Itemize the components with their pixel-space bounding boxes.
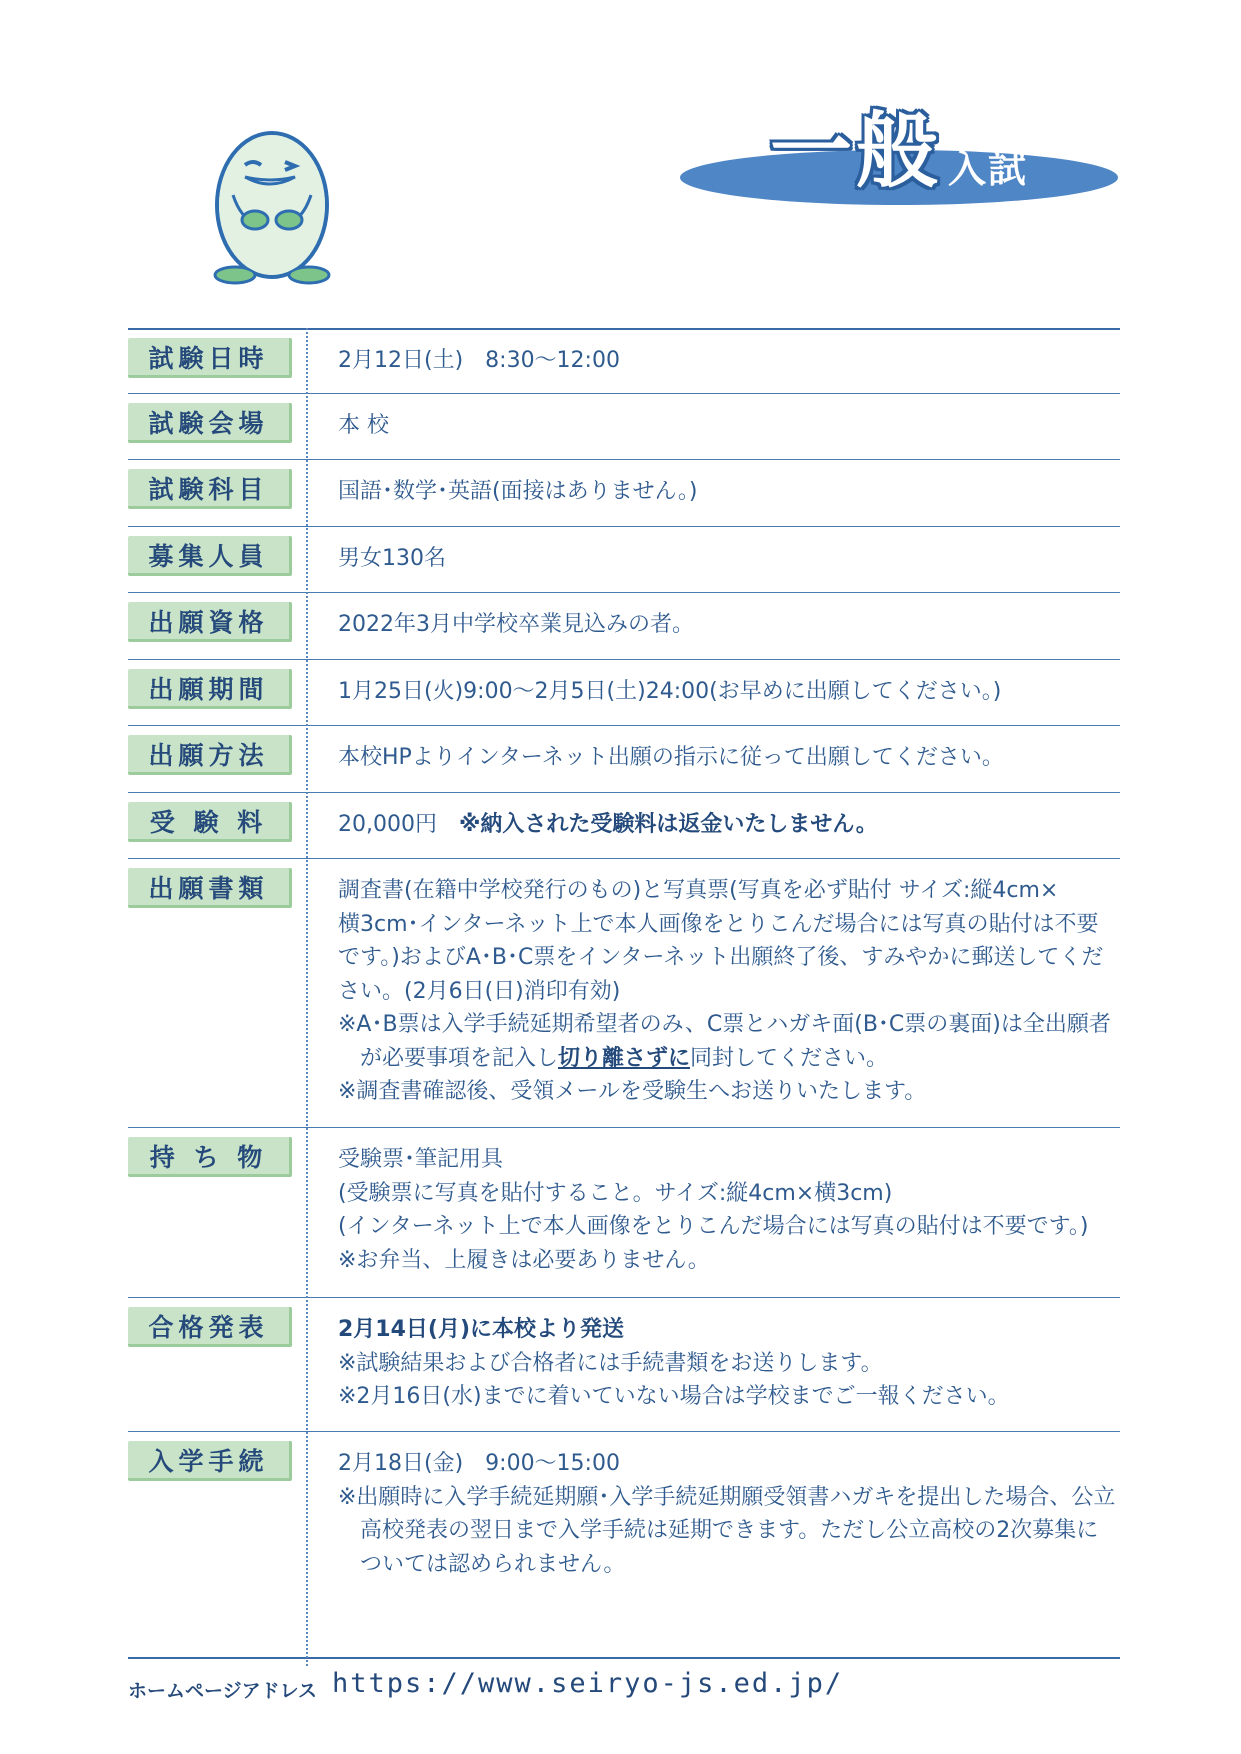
row-divider	[128, 858, 1120, 859]
table-bottom-rule	[128, 1657, 1120, 1659]
value-application-period: 1月25日(火)9:00〜2月5日(土)24:00(お早めに出願してください。)	[338, 679, 1002, 704]
value-exam-datetime: 2月12日(土) 8:30〜12:00	[338, 348, 620, 373]
documents-line: さい。(2月6日(日)消印有効)	[338, 978, 621, 1004]
enrollment-line: 2月18日(金) 9:00〜15:00	[338, 1451, 620, 1476]
documents-note-cont	[338, 1042, 1120, 1076]
documents-note-pre: が必要事項を記入し	[360, 1045, 559, 1071]
label-capacity: 募集人員	[128, 536, 292, 576]
row-divider	[128, 526, 1120, 527]
penguin-mascot-icon	[205, 125, 340, 290]
documents-line: 調査書(在籍中学校発行のもの)と写真票(写真を必ず貼付 サイズ:縦4cm×	[338, 878, 1059, 903]
column-divider	[306, 328, 308, 1666]
label-results: 合格発表	[128, 1307, 292, 1347]
homepage-label: ホームページアドレス	[128, 1680, 318, 1702]
title-sub: 入試	[948, 147, 1029, 191]
row-divider	[128, 659, 1120, 660]
results-lead: 2月14日(月)に本校より発送	[338, 1317, 625, 1342]
row-divider	[128, 792, 1120, 793]
documents-line: 横3cm･インターネット上で本人画像をとりこんだ場合には写真の貼付は不要	[338, 911, 1099, 937]
results-line: ※試験結果および合格者には手続書類をお送りします。	[338, 1350, 883, 1376]
value-capacity: 男女130名	[338, 546, 446, 571]
label-application-method: 出願方法	[128, 735, 292, 775]
enrollment-line: ※出願時に入学手続延期願･入学手続延期願受領書ハガキを提出した場合、公立	[338, 1484, 1116, 1510]
value-application-method: 本校HPよりインターネット出願の指示に従って出願してください。	[338, 745, 1004, 770]
label-belongings: 持 ち 物	[128, 1137, 292, 1177]
table-top-rule	[128, 328, 1120, 330]
label-eligibility: 出願資格	[128, 602, 292, 642]
row-divider	[128, 725, 1120, 726]
row-divider	[128, 1127, 1120, 1128]
label-exam-venue: 試験会場	[128, 403, 292, 443]
row-divider	[128, 1297, 1120, 1298]
page-title	[680, 105, 1118, 205]
value-exam-subjects: 国語･数学･英語(面接はありません。)	[338, 479, 698, 504]
documents-note-post: 同封してください。	[690, 1045, 889, 1071]
value-exam-venue: 本 校	[338, 413, 389, 438]
documents-note-emphasis: 切り離さずに	[558, 1045, 691, 1071]
value-exam-fee: 20,000円	[338, 812, 437, 837]
label-exam-fee: 受 験 料	[128, 802, 292, 842]
label-enrollment: 入学手続	[128, 1441, 292, 1481]
label-documents: 出願書類	[128, 868, 292, 908]
value-eligibility: 2022年3月中学校卒業見込みの者。	[338, 612, 694, 637]
enrollment-line: ついては認められません。	[360, 1551, 626, 1577]
title-main: 一般	[769, 104, 942, 199]
documents-note: ※調査書確認後、受領メールを受験生へお送りいたします。	[338, 1079, 927, 1104]
row-divider	[128, 393, 1120, 394]
belongings-line: (インターネット上で本人画像をとりこんだ場合には写真の貼付は不要です。)	[338, 1214, 1089, 1239]
homepage-url[interactable]: https://www.seiryo-js.ed.jp/	[332, 1668, 844, 1699]
row-divider	[128, 459, 1120, 460]
enrollment-line: 高校発表の翌日まで入学手続は延期できます。ただし公立高校の2次募集に	[360, 1518, 1099, 1543]
label-exam-datetime: 試験日時	[128, 338, 292, 378]
row-divider	[128, 592, 1120, 593]
label-exam-subjects: 試験科目	[128, 469, 292, 509]
fee-note: ※納入された受験料は返金いたしません。	[459, 812, 878, 837]
documents-line: です。)およびA･B･C票をインターネット出願終了後、すみやかに郵送してくだ	[338, 945, 1104, 970]
row-divider	[128, 1431, 1120, 1432]
results-line: ※2月16日(水)までに着いていない場合は学校までご一報ください。	[338, 1384, 1010, 1409]
belongings-line: 受験票･筆記用具	[338, 1147, 504, 1172]
documents-note: ※A･B票は入学手続延期希望者のみ、C票とハガキ面(B･C票の裏面)は全出願者	[338, 1012, 1111, 1037]
label-application-period: 出願期間	[128, 669, 292, 709]
belongings-line: ※お弁当、上履きは必要ありません。	[338, 1247, 710, 1273]
belongings-line: (受験票に写真を貼付すること。サイズ:縦4cm×横3cm)	[338, 1180, 893, 1206]
